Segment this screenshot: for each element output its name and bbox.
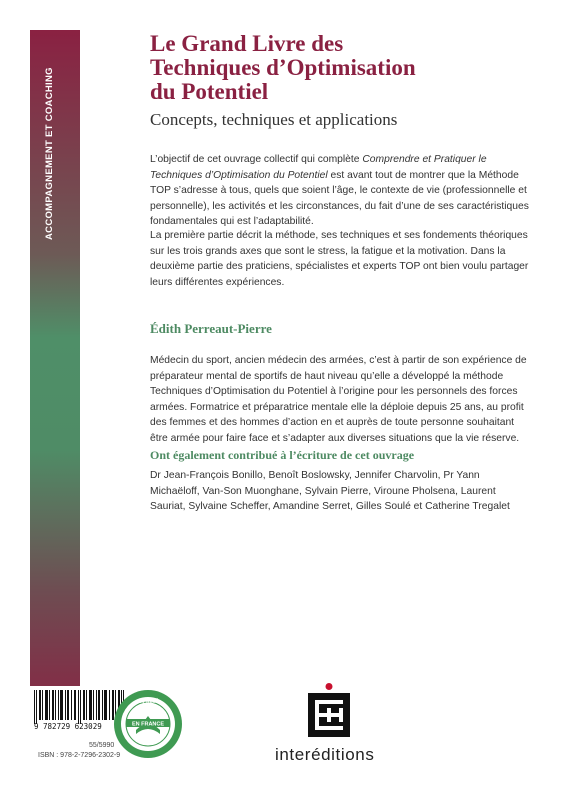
title-line-2: Techniques d’Optimisation <box>150 55 416 80</box>
publisher-logo-icon <box>305 683 353 741</box>
isbn-number: ISBN : 978-2-7296-2302-9 <box>38 752 121 759</box>
contributors-heading: Ont également contribué à l’écriture de cet ouvrage <box>150 448 415 462</box>
author-name: Édith Perreaut-Pierre <box>150 321 272 336</box>
collection-label: ACCOMPAGNEMENT ET COACHING <box>44 67 55 240</box>
author-bio: Médecin du sport, ancien médecin des armées, c’est à partir de son expérience de préparateur mental de sportifs de haut niveau qu’elle a développé la méthode Techniques d’Optimisation du Potentiel à l’origine pour les personnels des forces armées. Formatrice et préparatrice mentale elle la déploie depuis 25 ans, au profit des femmes et des hommes d’action en et auprès de toute personne souhaitant être armée pour faire face et s’adapter aux diverses situations que la vie réserve. <box>150 355 527 444</box>
intro-paragraph <box>150 152 530 230</box>
contributors-list: Dr Jean-François Bonillo, Benoît Boslowsky, Jennifer Charvolin, Pr Yann Michaëloff, Van-Son Muonghane, Sylvain Pierre, Viroune Pholsena, Laurent Sauriat, Sylvaine Scheffer, Amandine Serret, Gilles Soulé et Catherine Tregalet <box>150 470 510 512</box>
product-code: 55/5990 <box>89 742 115 749</box>
seal-top-text: IMPRIMÉ <box>137 699 159 705</box>
intro-text-before: L’objectif de cet ouvrage collectif qui complète <box>150 154 363 165</box>
intro-text-after: est avant tout de montrer que la Méthode TOP s’adresse à tous, quels que soient l’âge, le contexte de vie (professionnelle et personnelle), les activités et les circonstances, du fait d’une de ses caractéristiques fondamentales qui est l’adaptabilité. <box>150 169 529 227</box>
side-band <box>30 30 80 730</box>
barcode-bars-icon <box>34 688 124 726</box>
intro-book-reference: Comprendre et Pratiquer le Techniques d’Optimisation du Potentiel <box>150 154 487 181</box>
publisher-name: interéditions <box>275 745 375 764</box>
title-line-3: du Potentiel <box>150 79 269 104</box>
barcode-digits: 9 782729 623029 <box>34 722 102 731</box>
seal-middle-text: EN FRANCE <box>131 721 165 728</box>
description-paragraph: La première partie décrit la méthode, ses techniques et ses fondements théoriques sur les trois grands axes que sont le stress, la fatigue et la motivation. Dans la deuxième partie des praticiens, spécialistes et experts TOP ont bien voulu partager leurs différentes expériences. <box>150 230 529 288</box>
title-line-1: Le Grand Livre des <box>150 31 344 56</box>
printed-in-france-seal-icon <box>112 688 184 760</box>
book-title <box>150 32 530 104</box>
book-subtitle: Concepts, techniques et applications <box>150 110 398 129</box>
